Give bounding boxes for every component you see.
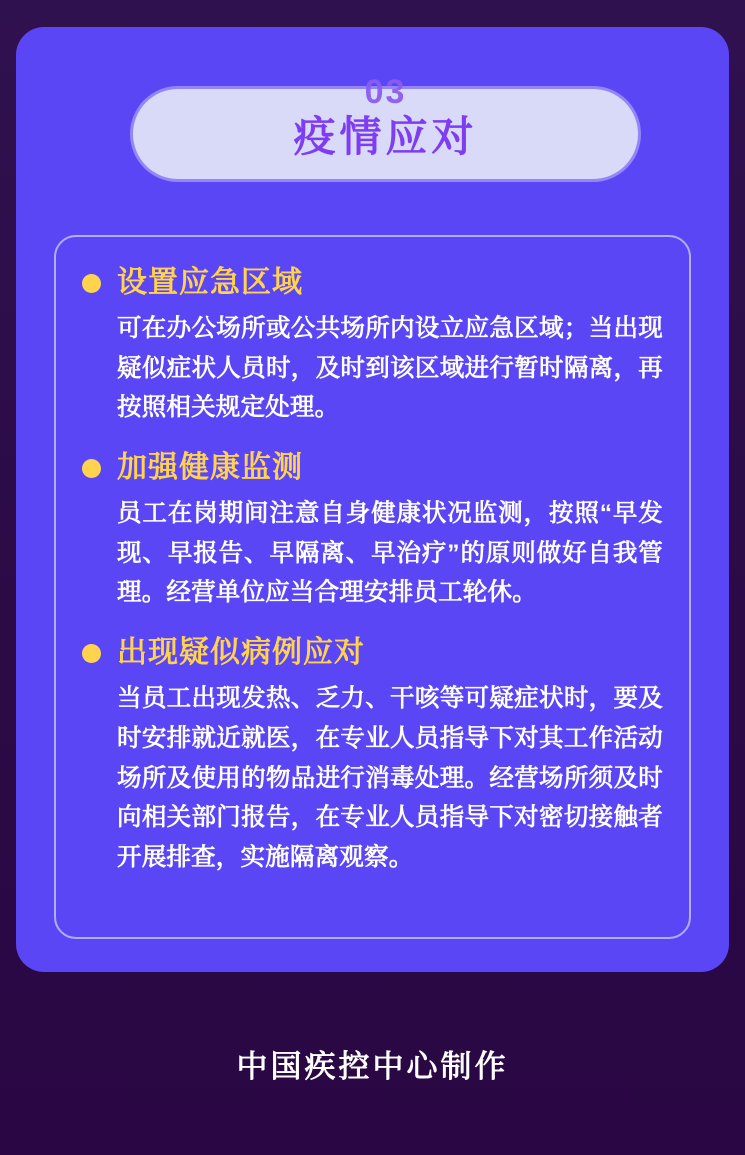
list-item-body: 员工在岗期间注意自身健康状况监测，按照“早发现、早报告、早隔离、早治疗”的原则做好自我管理。经营单位应当合理安排员工轮休。 — [117, 500, 663, 607]
footer-credit: 中国疾控中心制作 — [236, 1049, 509, 1084]
bullet-icon — [82, 644, 101, 663]
content-box — [54, 235, 691, 939]
list-item-body: 当员工出现发热、乏力、干咳等可疑症状时，要及时安排就近就医，在专业人员指导下对其工作活动场所及使用的物品进行消毒处理。经营场所须及时向相关部门报告，在专业人员指导下对密切接触者开展排查，实施隔离观察。 — [117, 685, 663, 871]
list-item-header — [82, 265, 663, 301]
list-item-title: 出现疑似病例应对 — [117, 636, 365, 670]
bullet-icon — [82, 274, 101, 293]
bullet-icon — [82, 459, 101, 478]
list-item-title: 加强健康监测 — [117, 451, 303, 485]
list-item-body: 可在办公场所或公共场所内设立应急区域；当出现疑似症状人员时，及时到该区域进行暂时隔离，再按照相关规定处理。 — [117, 315, 663, 422]
page-title: 疫情应对 — [293, 113, 478, 160]
list-item — [82, 450, 663, 613]
list-item-header — [82, 450, 663, 486]
list-item — [82, 635, 663, 877]
title-pill — [133, 73, 638, 179]
list-item-title: 设置应急区域 — [117, 266, 303, 299]
list-item — [82, 265, 663, 428]
footer — [0, 972, 745, 1155]
content-card — [16, 27, 729, 972]
list-item-header — [82, 635, 663, 671]
section-number: 03 — [364, 73, 407, 111]
